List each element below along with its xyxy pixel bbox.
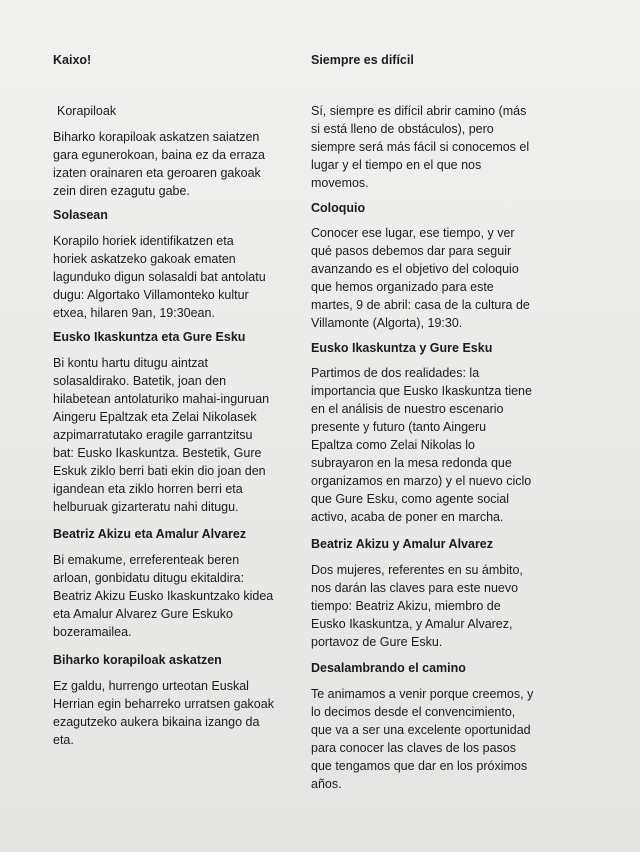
heading-coloquio: Coloquio xyxy=(311,201,366,215)
text-line: dugu: Algortako Villamonteko kultur xyxy=(53,288,249,302)
heading-beatriz-amalur: Beatriz Akizu eta Amalur Alvarez xyxy=(53,527,247,541)
text-line: arloan, gonbidatu ditugu ekitaldira: xyxy=(53,571,245,585)
text-line: qué pasos debemos dar para seguir xyxy=(311,244,512,258)
right-paragraph-5 xyxy=(311,685,533,793)
text-line: gara egunerokoan, baina ez da erraza xyxy=(53,148,265,162)
text-line: bat: Eusko Ikaskuntza. Bestetik, Gure xyxy=(53,446,262,460)
text-line: Bi emakume, erreferenteak beren xyxy=(53,553,240,567)
right-paragraph-2 xyxy=(311,224,530,332)
text-line: izaten orainaren eta geroaren gakoak xyxy=(53,166,261,180)
text-line: igandean eta ziklo horren berri eta xyxy=(53,482,243,496)
text-line: Sí, siempre es difícil abrir camino (más xyxy=(311,104,527,118)
text-line: Beatriz Akizu Eusko Ikaskuntzako kidea xyxy=(53,589,274,603)
right-paragraph-4 xyxy=(311,561,523,651)
text-line: que va a ser una excelente oportunidad xyxy=(311,723,531,737)
left-subtitle: Korapiloak xyxy=(57,104,117,118)
text-line: lagunduko digun solasaldi bat antolatu xyxy=(53,270,266,284)
left-title: Kaixo! xyxy=(53,53,92,67)
text-line: ezagutzeko aukera bikaina izango da xyxy=(53,715,260,729)
text-line: en el análisis de nuestro escenario xyxy=(311,402,504,416)
text-line: Biharko korapiloak askatzen saiatzen xyxy=(53,130,260,144)
text-line: que hemos organizado para este xyxy=(311,280,494,294)
text-line: que Gure Esku, como agente social xyxy=(311,492,510,506)
text-line: Te animamos a venir porque creemos, y xyxy=(311,687,534,701)
left-paragraph-2 xyxy=(53,232,266,322)
text-line: presente y futuro (tanto Aingeru xyxy=(311,420,487,434)
heading-eusko-ikaskuntza-es: Eusko Ikaskuntza y Gure Esku xyxy=(311,341,493,355)
text-line: movemos. xyxy=(311,176,369,190)
text-line: solasaldirako. Batetik, joan den xyxy=(53,374,227,388)
text-line: zein diren ezagutu gabe. xyxy=(53,184,190,198)
text-line: Conocer ese lugar, ese tiempo, y ver xyxy=(311,226,515,240)
text-line: martes, 9 de abril: casa de la cultura de xyxy=(311,298,530,312)
text-line: portavoz de Gure Esku. xyxy=(311,635,443,649)
right-paragraph-1 xyxy=(311,102,529,192)
text-line: organizamos en marzo) y el nuevo ciclo xyxy=(311,474,532,488)
text-line: etxea, hilaren 9an, 19:30ean. xyxy=(53,306,215,320)
text-line: Villamonte (Algorta), 19:30. xyxy=(311,316,463,330)
text-line: eta. xyxy=(53,733,74,747)
text-line: avanzando es el objetivo del coloquio xyxy=(311,262,519,276)
text-line: subrayaron en la mesa redonda que xyxy=(311,456,512,470)
left-paragraph-5 xyxy=(53,677,274,749)
text-line: que tengamos que dar en los próximos xyxy=(311,759,528,773)
right-paragraph-3 xyxy=(311,364,532,526)
text-line: años. xyxy=(311,777,342,791)
text-line: Eskuk ziklo berri bati ekin dio joan den xyxy=(53,464,266,478)
text-line: si está lleno de obstáculos), pero xyxy=(311,122,494,136)
text-line: para conocer las claves de los pasos xyxy=(311,741,516,755)
text-line: eta Amalur Alvarez Gure Eskuko xyxy=(53,607,233,621)
heading-biharko-korapiloak: Biharko korapiloak askatzen xyxy=(53,653,222,667)
text-line: Epaltza como Zelai Nikolas lo xyxy=(311,438,475,452)
left-paragraph-1 xyxy=(53,128,265,200)
left-paragraph-3 xyxy=(53,354,269,516)
text-line: helburuak gizarteratu nahi ditugu. xyxy=(53,500,239,514)
text-line: importancia que Eusko Ikaskuntza tiene xyxy=(311,384,532,398)
text-line: Partimos de dos realidades: la xyxy=(311,366,480,380)
text-line: Dos mujeres, referentes en su ámbito, xyxy=(311,563,523,577)
text-line: lugar y el tiempo en el que nos xyxy=(311,158,482,172)
right-title: Siempre es difícil xyxy=(311,53,414,67)
text-line: siempre será más fácil si conocemos el xyxy=(311,140,530,154)
heading-beatriz-amalur-es: Beatriz Akizu y Amalur Alvarez xyxy=(311,537,494,551)
text-line: bozeramailea. xyxy=(53,625,132,639)
text-line: Ez galdu, hurrengo urteotan Euskal xyxy=(53,679,249,693)
text-line: horiek askatzeko gakoak ematen xyxy=(53,252,236,266)
heading-solasean: Solasean xyxy=(53,208,108,222)
text-line: Herrian egin beharreko urratsen gakoak xyxy=(53,697,274,711)
left-paragraph-4 xyxy=(53,551,273,641)
text-line: azpimarratutako eragile garrantzitsu xyxy=(53,428,253,442)
text-line: Korapilo horiek identifikatzen eta xyxy=(53,234,234,248)
text-line: nos darán las claves para este nuevo xyxy=(311,581,519,595)
text-line: hilabetean antolaturiko mahai-inguruan xyxy=(53,392,270,406)
text-line: Eusko Ikaskuntza, y Amalur Alvarez, xyxy=(311,617,513,631)
text-line: Aingeru Epaltzak eta Zelai Nikolasek xyxy=(53,410,257,424)
text-line: lo decimos desde el convencimiento, xyxy=(311,705,516,719)
heading-eusko-ikaskuntza: Eusko Ikaskuntza eta Gure Esku xyxy=(53,330,246,344)
text-line: tiempo: Beatriz Akizu, miembro de xyxy=(311,599,501,613)
text-line: activo, acaba de poner en marcha. xyxy=(311,510,504,524)
heading-desalambrando: Desalambrando el camino xyxy=(311,661,466,675)
text-line: Bi kontu hartu ditugu aintzat xyxy=(53,356,208,370)
